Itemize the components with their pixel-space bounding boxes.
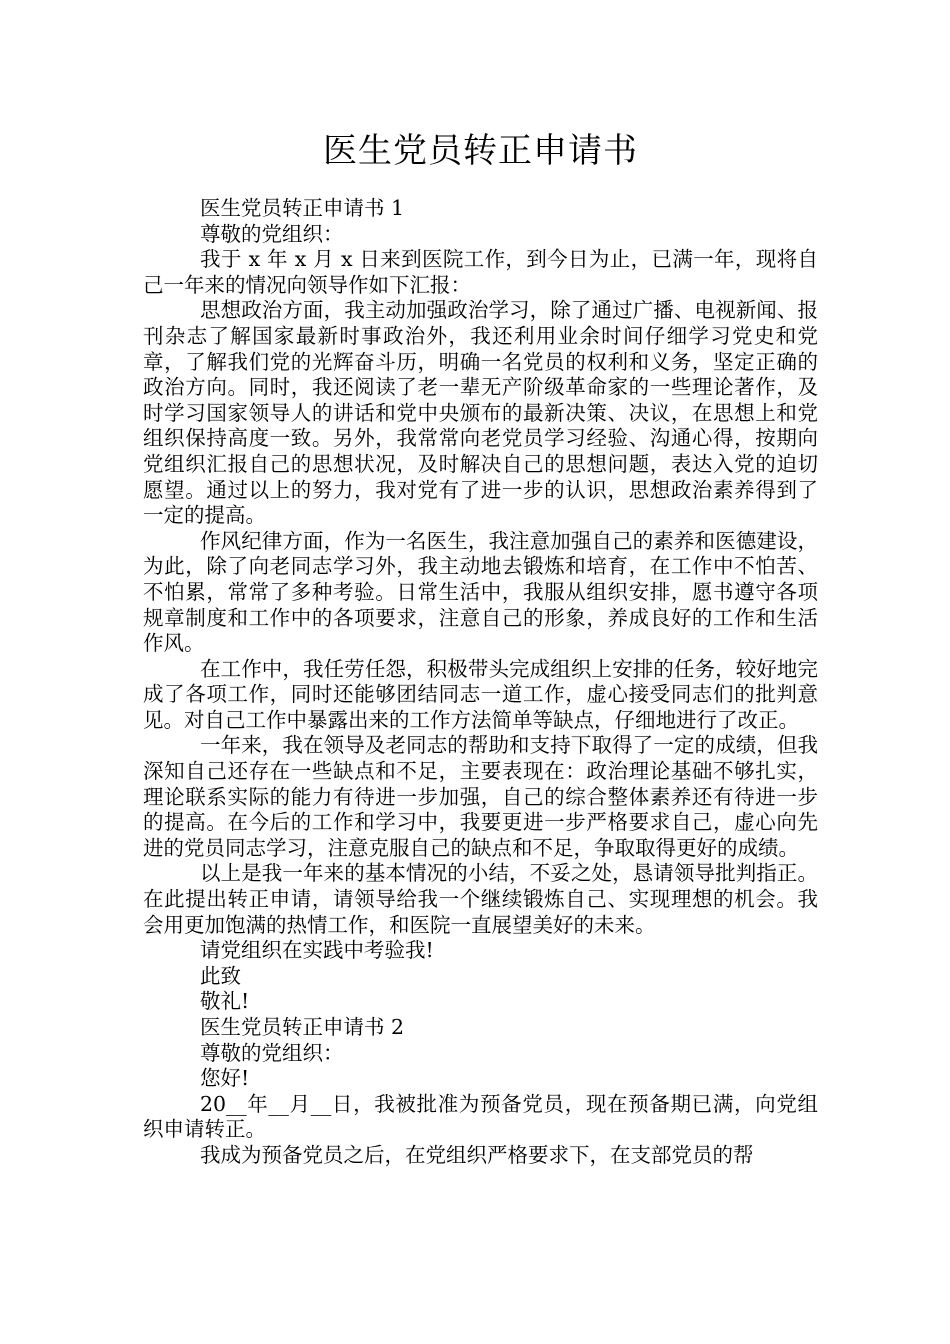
paragraph: 在工作中，我任劳任怨，积极带头完成组织上安排的任务，较好地完成了各项工作，同时还能够团结同志一道工作，虚心接受同志们的批判意见。对自己工作中暴露出来的工作方法简单等缺点，仔细地进行了改正。	[143, 656, 818, 732]
paragraph: 此致	[200, 963, 241, 988]
paragraph: 以上是我一年来的基本情况的小结，不妥之处，恳请领导批判指正。在此提出转正申请，请领导给我一个继续锻炼自己、实现理想的机会。我会用更加饱满的热情工作，和医院一直展望美好的未来。	[143, 861, 818, 937]
document-page	[143, 128, 818, 1169]
paragraph: 20__年__月__日，我被批准为预备党员，现在预备期已满，向党组织申请转正。	[143, 1091, 818, 1142]
paragraph: 请党组织在实践中考验我!	[200, 938, 434, 963]
paragraph: 敬礼!	[200, 989, 250, 1014]
paragraph: 我于 x 年 x 月 x 日来到医院工作，到今日为止，已满一年，现将自己一年来的情况向领导作如下汇报：	[143, 247, 818, 297]
paragraph: 您好!	[200, 1066, 250, 1091]
paragraph: 医生党员转正申请书 1	[200, 196, 405, 220]
paragraph: 尊敬的党组织：	[200, 221, 344, 246]
paragraph: 一年来，我在领导及老同志的帮助和支持下取得了一定的成绩，但我深知自己还存在一些缺点和不足，主要表现在：政治理论基础不够扎实，理论联系实际的能力有待进一步加强，自己的综合整体素养还有待进一步的提高。在今后的工作和学习中，我要更进一步严格要求自己，虚心向先进的党员同志学习，注意克服自己的缺点和不足，争取取得更好的成绩。	[143, 733, 818, 860]
document-title: 医生党员转正申请书	[323, 131, 638, 171]
document-body	[143, 196, 818, 1169]
paragraph: 思想政治方面，我主动加强政治学习，除了通过广播、电视新闻、报刊杂志了解国家最新时事政治外，我还利用业余时间仔细学习党史和党章，了解我们党的光辉奋斗历，明确一名党员的权利和义务，坚定正确的政治方向。同时，我还阅读了老一辈无产阶级革命家的一些理论著作，及时学习国家领导人的讲话和党中央颁布的最新决策、决议，在思想上和党组织保持高度一致。另外，我常常向老党员学习经验、沟通心得，按期向党组织汇报自己的思想状况，及时解决自己的思想问题，表达入党的迫切愿望。通过以上的努力，我对党有了进一步的认识，思想政治素养得到了一定的提高。	[143, 298, 818, 528]
paragraph: 我成为预备党员之后，在党组织严格要求下，在支部党员的帮	[200, 1142, 754, 1167]
paragraph: 医生党员转正申请书 2	[200, 1015, 405, 1039]
paragraph: 尊敬的党组织：	[200, 1040, 344, 1065]
paragraph: 作风纪律方面，作为一名医生，我注意加强自己的素养和医德建设，为此，除了向老同志学习外，我主动地去锻炼和培育，在工作中不怕苦、不怕累，常常了多种考验。日常生活中，我服从组织安排，愿书遵守各项规章制度和工作中的各项要求，注意自己的形象，养成良好的工作和生活作风。	[143, 528, 818, 656]
